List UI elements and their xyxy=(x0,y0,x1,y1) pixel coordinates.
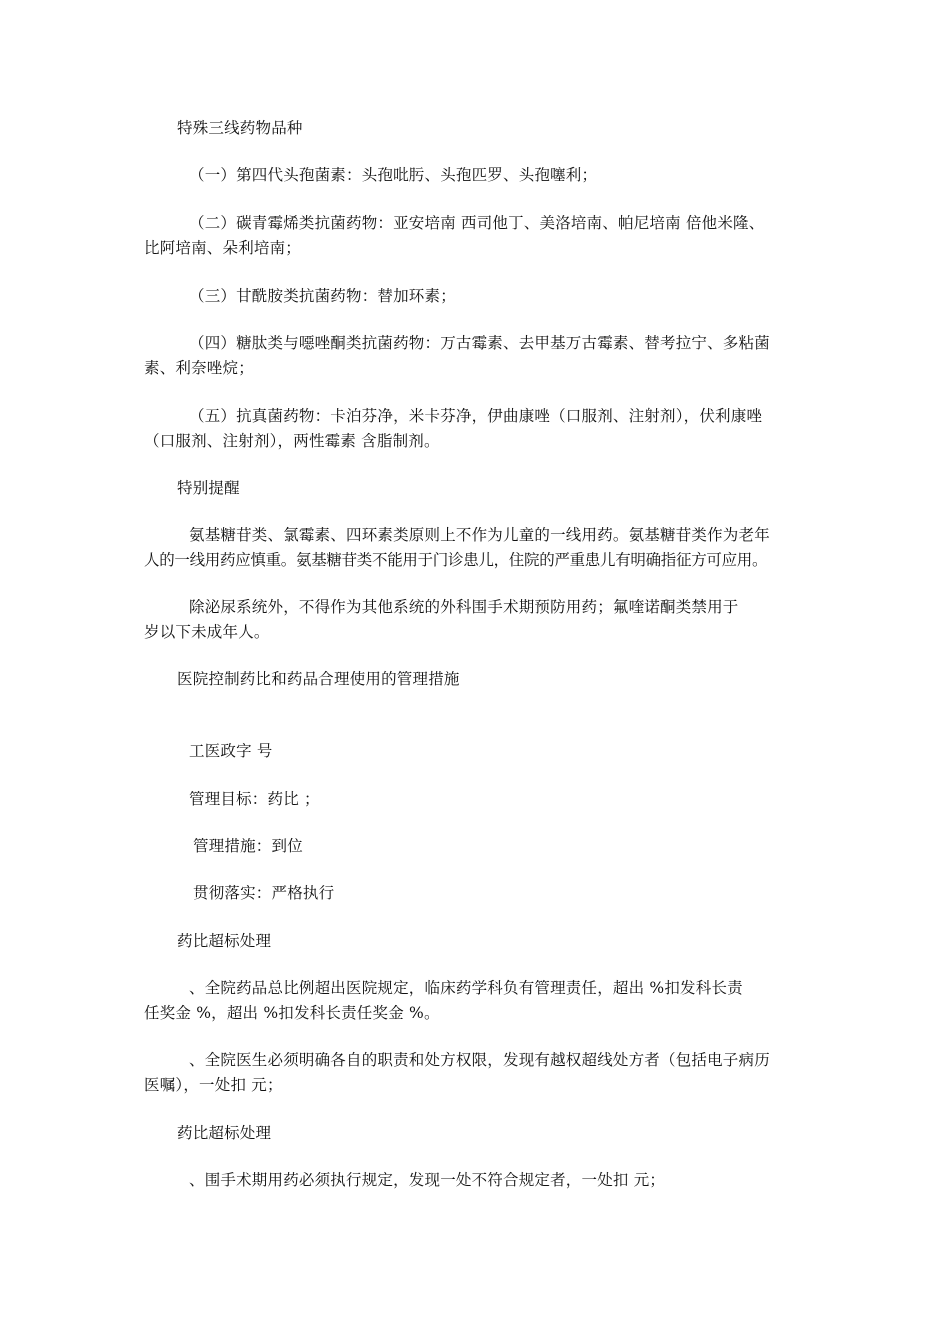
drug-item-5-line-1: （五）抗真菌药物：卡泊芬净，米卡芬净，伊曲康唑（口服剂、注射剂），伏利康唑 xyxy=(189,407,763,425)
reminder-2-line-2: 岁以下未成年人。 xyxy=(144,623,270,641)
section-title-overrun-2: 药比超标处理 xyxy=(177,1124,272,1142)
drug-item-3: （三）甘酰胺类抗菌药物：替加环素； xyxy=(189,287,456,305)
reminder-1-line-2: 人的一线用药应慎重。氨基糖苷类不能用于门诊患儿，住院的严重患儿有明确指征方可应用。 xyxy=(144,551,768,569)
drug-item-5-line-2: （口服剂、注射剂），两性霉素 含脂制剂。 xyxy=(144,432,440,450)
drug-item-4-line-1: （四）糖肽类与噁唑酮类抗菌药物：万古霉素、去甲基万古霉素、替考拉宁、多粘菌 xyxy=(189,334,770,352)
drug-item-2-line-2: 比阿培南、朵利培南； xyxy=(144,239,302,257)
rule-2-line-2: 医嘱），一处扣 元； xyxy=(144,1076,283,1094)
rule-2-line-1: 、全院医生必须明确各自的职责和处方权限，发现有越权超线处方者（包括电子病历 xyxy=(189,1051,770,1069)
drug-item-1: （一）第四代头孢菌素：头孢吡肟、头孢匹罗、头孢噻利； xyxy=(189,166,598,184)
rule-3: 、围手术期用药必须执行规定，发现一处不符合规定者，一处扣 元； xyxy=(189,1171,666,1189)
rule-1-line-2: 任奖金 %，超出 %扣发科长责任奖金 %。 xyxy=(144,1004,440,1022)
reminder-2-line-1: 除泌尿系统外，不得作为其他系统的外科围手术期预防用药；氟喹诺酮类禁用于 xyxy=(189,598,739,616)
section-title-management: 医院控制药比和药品合理使用的管理措施 xyxy=(177,670,460,688)
section-title-overrun-1: 药比超标处理 xyxy=(177,932,272,950)
implementation: 贯彻落实：严格执行 xyxy=(193,884,335,902)
reminder-1-line-1: 氨基糖苷类、氯霉素、四环素类原则上不作为儿童的一线用药。氨基糖苷类作为老年 xyxy=(189,526,770,544)
management-goal: 管理目标：药比 ； xyxy=(189,790,320,808)
section-title-special-drugs: 特殊三线药物品种 xyxy=(177,119,303,137)
doc-number: 工医政字 号 xyxy=(189,742,273,760)
drug-item-4-line-2: 素、利奈唑烷； xyxy=(144,359,254,377)
drug-item-2-line-1: （二）碳青霉烯类抗菌药物：亚安培南 西司他丁、美洛培南、帕尼培南 倍他米隆、 xyxy=(189,214,765,232)
management-measures: 管理措施：到位 xyxy=(193,837,303,855)
rule-1-line-1: 、全院药品总比例超出医院规定，临床药学科负有管理责任，超出 %扣发科长责 xyxy=(189,979,743,997)
section-title-reminder: 特别提醒 xyxy=(177,479,240,497)
